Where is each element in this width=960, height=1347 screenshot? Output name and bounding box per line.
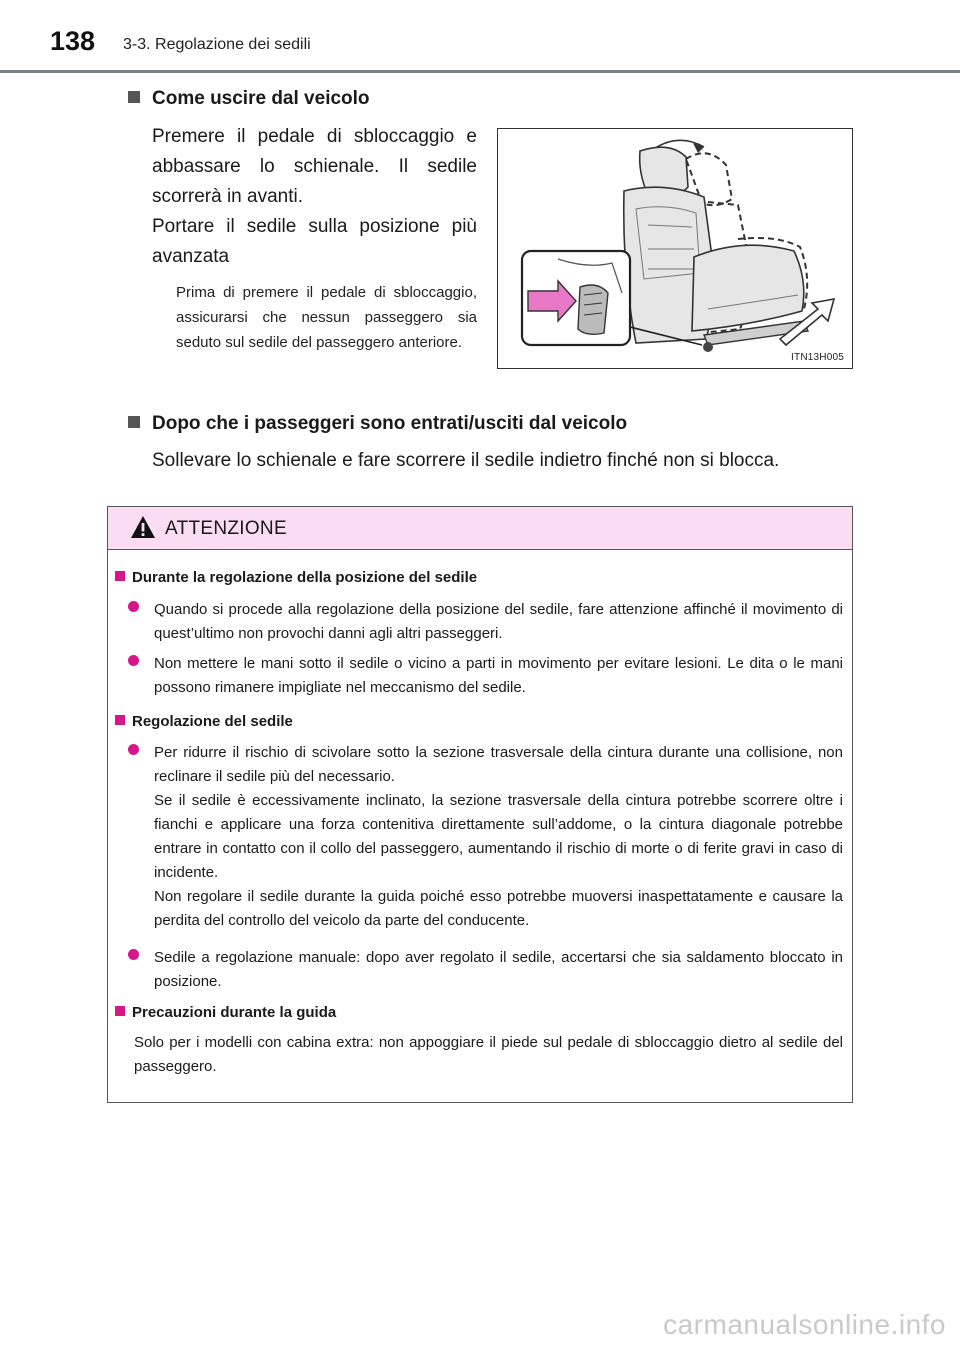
warning-plain-text: Solo per i modelli con cabina extra: non appoggiare il piede sul pedale di sbloccaggio dietro al sedile del passeggero. [134,1034,843,1075]
warning-title: ATTENZIONE [165,518,287,539]
warning-group-heading [115,1004,336,1021]
warning-box [107,506,853,1103]
warning-item-text: Per ridurre il rischio di scivolare sotto la sezione trasversale della cintura durante una collisione, non reclinare il sedile più del necessario. [154,744,843,785]
warning-item-text: Non mettere le mani sotto il sedile o vicino a parti in movimento per evitare lesioni. Le dita o le mani possono rimanere impigliate nel meccanismo del sedile. [154,655,843,696]
warning-header [108,507,852,550]
warning-group-heading-text: Durante la regolazione della posizione del sedile [132,569,478,586]
warning-group-heading [115,569,477,586]
square-bullet-icon [115,715,125,725]
section-title: 3-3. Regolazione dei sedili [123,36,311,53]
warning-triangle-icon [130,515,156,539]
round-bullet-icon [128,601,139,612]
header-divider [0,70,960,73]
warning-item-text: Sedile a regolazione manuale: dopo aver regolato il sedile, accertarsi che sia saldamento bloccato in posizione. [154,949,843,990]
seat-drawing [498,129,852,368]
instruction-paragraph-3: Sollevare lo schienale e fare scorrere il sedile indietro finché non si blocca. [152,450,780,471]
warning-group-heading-text: Regolazione del sedile [132,713,293,730]
heading-after-passengers [128,413,627,435]
warning-item-text: Se il sedile è eccessivamente inclinato, la sezione trasversale della cintura potrebbe scorrere oltre i fianchi e applicare una forza contenitiva direttamente sull’addome, o la cintura diagonale potrebbe entrare in contatto con il collo del passeggero, aumentando il rischio di morte o di ferite gravi in caso di incidente. [154,792,843,881]
warning-group-heading [115,713,293,730]
instruction-paragraph-2: Portare il sedile sulla posizione più avanzata [152,216,477,267]
page-number: 138 [50,26,96,56]
warning-item-text: Quando si procede alla regolazione della posizione del sedile, fare attenzione affinché il movimento di quest’ultimo non provochi danni agli altri passeggeri. [154,601,843,642]
figure-code: ITN13H005 [791,352,844,363]
square-bullet-icon [115,1006,125,1016]
page-header [0,0,960,78]
round-bullet-icon [128,744,139,755]
heading-text: Dopo che i passeggeri sono entrati/usciti dal veicolo [152,413,628,434]
round-bullet-icon [128,655,139,666]
square-bullet-icon [115,571,125,581]
instruction-paragraph-1: Premere il pedale di sbloccaggio e abbassare lo schienale. Il sedile scorrerà in avanti. [152,126,477,207]
instruction-note: Prima di premere il pedale di sbloccaggio, assicurarsi che nessun passeggero sia seduto sul sedile del passeggero anteriore. [176,284,477,351]
warning-group-heading-text: Precauzioni durante la guida [132,1004,337,1021]
seat-illustration [497,128,853,369]
watermark: carmanualsonline.info [663,1309,946,1340]
heading-text: Come uscire dal veicolo [152,88,370,109]
heading-exit-vehicle [128,88,370,110]
square-bullet-icon [128,416,140,428]
round-bullet-icon [128,949,139,960]
square-bullet-icon [128,91,140,103]
warning-item-text: Non regolare il sedile durante la guida poiché esso potrebbe muoversi inaspettatamente e causare la perdita del controllo del veicolo da parte del conducente. [154,888,843,929]
